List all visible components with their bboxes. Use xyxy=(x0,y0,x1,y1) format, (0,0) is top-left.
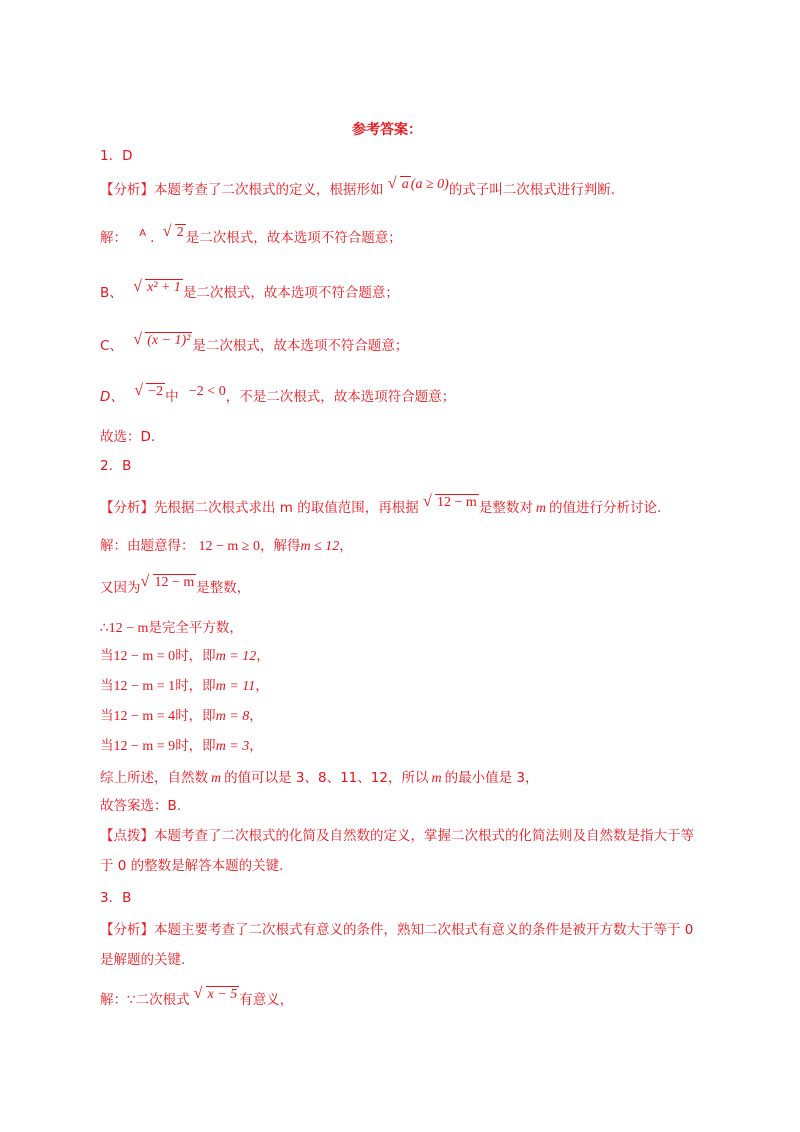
case-result: m = 11 xyxy=(215,679,256,694)
case-pre: 当 xyxy=(100,678,114,694)
q1-a-text: 是二次根式，故本选项不符合题意； xyxy=(185,230,402,246)
q2-analysis-label: 【分析】 xyxy=(100,500,154,516)
q1-d-zhong: 中 xyxy=(165,389,179,405)
q2-case-row xyxy=(100,676,269,697)
q1-d-text: ，不是二次根式，故本选项符合题意； xyxy=(225,389,456,405)
q1-conclusion: 故选：D. xyxy=(100,429,156,445)
case-equation: 12 − m = 0 xyxy=(113,649,176,664)
case-equation: 12 − m = 1 xyxy=(113,679,176,694)
case-end: ， xyxy=(255,678,269,694)
q2-sqrt xyxy=(423,493,479,513)
q3-solution xyxy=(100,987,294,1011)
q3-analysis-line1: 本题主要考查了二次根式有意义的条件，熟知二次根式有意义的条件是被开方数大于等于 0 xyxy=(154,922,694,938)
q2-sol-label: 解：由题意得： xyxy=(100,538,195,554)
q2-again-radicand: 12 − m xyxy=(154,575,195,590)
page-title: 参考答案： xyxy=(352,122,422,138)
q1-analysis-tail: 的式子叫二次根式进行判断. xyxy=(448,182,616,198)
q1-a-sqrt xyxy=(163,223,186,243)
q2-analysis-mid: 是整数对 xyxy=(478,500,533,516)
q3-analysis-line2: 是解题的关键. xyxy=(100,952,186,968)
q1-option-b xyxy=(100,280,399,304)
q1-option-c xyxy=(100,333,409,357)
q2-therefore-expr: 12 − m xyxy=(108,621,149,636)
q2-summary xyxy=(100,768,538,789)
case-equation: 12 − m = 4 xyxy=(113,709,176,724)
q3-sqrt xyxy=(194,985,240,1005)
q3-sol-text: 有意义， xyxy=(239,992,294,1008)
q2-tip xyxy=(100,826,694,846)
q2-answer: 故答案选：B. xyxy=(100,798,182,814)
q2-m-var: m xyxy=(535,501,546,516)
q2-summary-a: 综上所述，自然数 xyxy=(100,770,208,786)
case-result: m = 12 xyxy=(215,649,257,664)
q1-form-radicand: a xyxy=(401,177,409,192)
q2-tip-label: 【点拨】 xyxy=(100,828,154,844)
case-end: ， xyxy=(249,708,263,724)
case-result: m = 8 xyxy=(215,709,250,724)
q2-sol-end: ， xyxy=(339,538,353,554)
case-pre: 当 xyxy=(100,708,114,724)
q1-option-d xyxy=(100,384,456,408)
q1-c-radicand: (x − 1)² xyxy=(147,333,191,348)
q2-solution xyxy=(100,536,353,557)
q1-form-sqrt xyxy=(388,175,411,195)
q2-radicand: 12 − m xyxy=(437,495,477,510)
q3-analysis xyxy=(100,920,693,940)
q1-d-label: D、 xyxy=(100,389,124,405)
q1-a-letter: A xyxy=(139,228,147,239)
q2-summary-b: 的值可以是 3、8、11、12，所以 xyxy=(224,770,429,786)
q2-analysis xyxy=(100,495,662,519)
q3-number: 3．B xyxy=(100,890,132,906)
q2-again-pre: 又因为 xyxy=(100,580,141,596)
q2-case-row xyxy=(100,646,270,667)
q3-sol-label: 解：∵二次根式 xyxy=(100,992,190,1008)
case-end: ， xyxy=(249,738,263,754)
q2-sol-mid: ，解得 xyxy=(259,538,301,554)
q2-sol-result: m ≤ 12 xyxy=(300,539,340,554)
q2-case-row xyxy=(100,706,263,727)
q1-c-text: 是二次根式，故本选项不符合题意； xyxy=(192,338,409,354)
q1-d-sqrt xyxy=(134,382,165,402)
case-pre: 当 xyxy=(100,648,114,664)
q1-option-a xyxy=(100,225,402,250)
q2-summary-c: 的最小值是 3， xyxy=(444,770,539,786)
q1-d-inequality: −2 < 0 xyxy=(188,384,226,399)
case-mid: 时，即 xyxy=(175,648,216,664)
q1-analysis-label: 【分析】 xyxy=(100,182,154,198)
case-end: ， xyxy=(256,648,270,664)
q1-number xyxy=(100,146,132,166)
q1-number-text: 1．D xyxy=(100,148,133,164)
q1-b-sqrt xyxy=(133,278,183,298)
q2-analysis-tail: 的值进行分析讨论. xyxy=(548,500,662,516)
q1-b-radicand: x² + 1 xyxy=(147,280,181,295)
q1-d-radicand: −2 xyxy=(148,384,164,399)
q2-summary-m1: m xyxy=(211,771,222,786)
therefore-icon: ∴ xyxy=(100,620,109,636)
q1-c-sqrt xyxy=(133,331,192,351)
q1-a-radicand: 2 xyxy=(176,225,184,240)
q1-c-label: C、 xyxy=(100,338,123,354)
q2-sol-inequality: 12 − m ≥ 0 xyxy=(198,539,260,554)
q2-therefore-text: 是完全平方数， xyxy=(148,620,243,636)
q2-again xyxy=(100,575,251,599)
q1-analysis xyxy=(100,177,616,201)
q2-case-row xyxy=(100,736,263,757)
case-result: m = 3 xyxy=(215,739,250,754)
q2-summary-m2: m xyxy=(431,771,442,786)
q1-a-dot: . xyxy=(150,230,155,246)
q2-analysis-text: 先根据二次根式求出 m 的取值范围，再根据 xyxy=(154,500,419,516)
case-mid: 时，即 xyxy=(175,738,216,754)
q3-radicand: x − 5 xyxy=(207,987,238,1002)
q3-analysis-label: 【分析】 xyxy=(100,922,154,938)
q2-again-sqrt xyxy=(141,573,197,593)
q1-form-condition: (a ≥ 0) xyxy=(410,177,449,192)
case-equation: 12 − m = 9 xyxy=(113,739,176,754)
q2-tip-line2: 于 0 的整数是解答本题的关键. xyxy=(100,858,284,874)
q1-b-label: B、 xyxy=(100,285,123,301)
q2-number: 2．B xyxy=(100,458,132,474)
q2-tip-line1: 本题考查了二次根式的化简及自然数的定义，掌握二次根式的化简法则及自然数是指大于等 xyxy=(154,828,694,844)
q1-b-text: 是二次根式，故本选项不符合题意； xyxy=(182,285,399,301)
case-mid: 时，即 xyxy=(175,678,216,694)
q1-solution-label: 解： xyxy=(100,230,127,246)
q2-again-post: 是整数， xyxy=(196,580,251,596)
case-mid: 时，即 xyxy=(175,708,216,724)
q2-therefore xyxy=(100,618,243,639)
q1-analysis-text: 本题考查了二次根式的定义，根据形如 xyxy=(154,182,384,198)
case-pre: 当 xyxy=(100,738,114,754)
